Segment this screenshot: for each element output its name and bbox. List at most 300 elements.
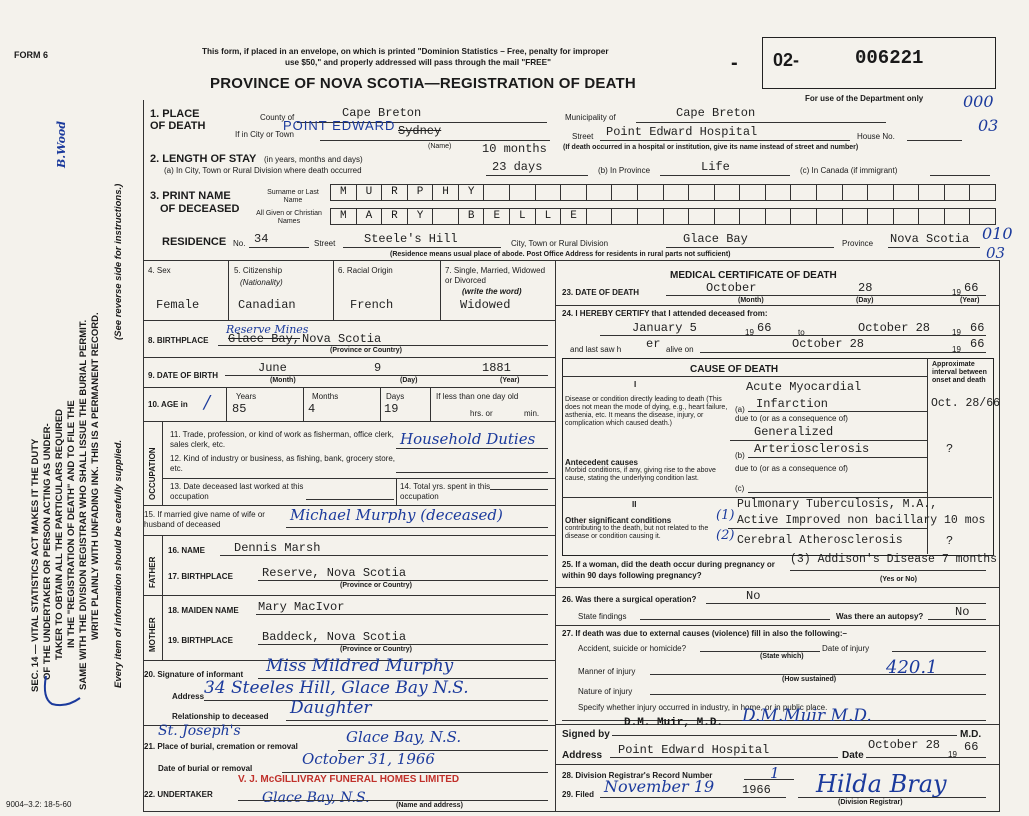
letter-cell[interactable] [970,209,995,224]
age-sep-4 [430,387,431,421]
side-text-3: TAKER TO OBTAIN ALL THE PARTICULARS REQUIRED [54,408,65,660]
burial-date-line [282,772,548,773]
letter-cell[interactable] [843,209,869,224]
row-divider-25 [556,587,999,588]
res-city: Glace Bay [683,232,748,246]
res-code-2: 03 [986,244,1006,262]
father-name-line [220,555,548,556]
occ-14-line [490,489,548,490]
letter-cell[interactable] [484,185,510,200]
stay-label: 2. LENGTH OF STAY [150,153,257,165]
birthplace-struck: Glace Bay, [228,332,301,346]
sex-label: 4. Sex [148,266,171,275]
letter-cell[interactable] [817,209,843,224]
letter-cell[interactable] [664,209,690,224]
certify-to-year: 66 [970,321,985,335]
mail-notice-1: This form, if placed in an envelope, on which is printed "Dominion Statistics – Free, penalty for improper [202,47,609,56]
letter-cell[interactable] [536,185,562,200]
occ-12-label: 12. Kind of industry or business, as fishing, bank, grocery store, etc. [170,454,396,473]
dod-century: 19 [952,288,961,297]
occ-11-line [396,448,548,449]
accident-label: Accident, suicide or homicide? [578,644,687,653]
how-sustained-sub: (How sustained) [782,676,837,683]
registrar-signature: Hilda Bray [816,770,947,798]
side-text-7: Every item of information should be carefully supplied. [113,439,124,688]
mother-sep [162,595,163,660]
city-struck: Sydney [398,124,442,138]
side-initials: B.Wood [55,121,68,168]
given-label: All Given or Christian Names [256,210,322,225]
cause-b-interval: ? [946,442,954,456]
hrs-label: hrs. or [470,409,493,418]
informant-address-line [204,700,548,701]
sex-value: Female [156,298,200,312]
given-names-grid[interactable] [330,208,996,225]
signed-date-line [866,757,986,758]
res-no-line [249,247,309,248]
cause-a-interval: Oct. 28/66 [931,397,1001,410]
letter-cell[interactable] [638,209,664,224]
age-label: 10. AGE in [148,400,188,409]
signed-label: Signed by [562,729,610,740]
res-street: Steele's Hill [364,232,458,246]
dob-year: 1881 [482,361,511,375]
antecedent-label: Antecedent causes [565,458,638,467]
external-label: 27. If death was due to external causes (violence) fill in also the following:– [562,629,847,638]
city-line [320,140,550,141]
stay-desc: (in years, months and days) [264,155,363,164]
municipality-value: Cape Breton [676,106,756,120]
lastsaw-line [700,352,986,353]
occ-sep [162,421,163,505]
marital-value: Widowed [460,298,511,312]
undertaker-line [238,800,548,801]
letter-cell[interactable] [689,209,715,224]
lastsaw-pronoun: er [646,337,661,351]
letter-cell[interactable]: M [331,209,357,224]
citizenship-value: Canadian [238,298,296,312]
accident-line [700,651,820,652]
dob-day: 9 [374,361,382,375]
other-1: Pulmonary Tuberculosis, M.A., [737,498,938,511]
side-text-8: (See reverse side for instructions.) [113,183,124,340]
letter-cell[interactable]: L [510,209,536,224]
findings-line [640,619,830,620]
letter-cell[interactable] [817,185,843,200]
yes-no-sub: (Yes or No) [880,576,917,583]
letter-cell[interactable] [843,185,869,200]
racial-value: French [350,298,394,312]
due-to-label-a: due to (or as a consequence of) [735,414,848,423]
letter-cell[interactable] [612,209,638,224]
letter-cell[interactable] [612,185,638,200]
letter-cell[interactable] [894,209,920,224]
side-text-1: SEC. 14 — VITAL STATISTICS ACT MAKES IT THE DUTY [30,438,41,692]
signed-address-label: Address [562,750,603,761]
part-one: I [634,380,637,389]
cause-b-top-line [730,440,928,441]
surgery-value: No [746,589,761,603]
deceased-label: OF DECEASED [160,203,240,215]
letter-cell[interactable] [791,185,817,200]
place-label-text: 1. PLACE OF DEATH [150,108,206,132]
letter-cell[interactable]: U [357,185,383,200]
cause-a-line [748,411,928,412]
side-text-5: SAME WITH THE DIVISION REGISTRAR WHO SHALL ISSUE THE BURIAL PERMIT. [78,319,89,690]
stay-a-label: (a) In City, Town or Rural Division where death occurred [164,166,362,175]
state-which-sub: (State which) [760,653,804,660]
certify-to: October 28 [858,321,931,335]
certify-line [600,335,986,336]
mother-birthplace-label: 19. BIRTHPLACE [168,636,233,645]
row-divider-26 [556,625,999,626]
column-divider [555,260,556,812]
title-dash: - [731,52,738,74]
birthplace-label: 8. BIRTHPLACE [148,336,209,345]
days-label: Days [386,392,405,401]
father-section-label: FATHER [148,556,157,588]
letter-cell[interactable]: Y [408,209,434,224]
spouse-label: 15. If married give name of wife or husband of deceased [144,510,265,529]
stay-c-label: (c) In Canada (if immigrant) [800,166,898,175]
letter-cell[interactable] [740,209,766,224]
reg-prefix: 02- [773,50,800,70]
age-years: 85 [232,402,247,416]
occ-divider [162,478,555,479]
cause-c-label: (c) [735,484,745,493]
signed-century: 19 [948,750,957,759]
lastsaw-label: and last saw h [570,345,622,354]
other-3: (3) Addison's Disease 7 months [790,553,998,566]
occ-13-line [306,499,394,500]
cause-b-label: (b) [735,451,745,460]
min-label: min. [524,409,540,418]
pregnancy-line [790,570,986,571]
signed-typed: D.M. Muir, M.D. [624,717,724,729]
dob-month: June [258,361,287,375]
letter-cell[interactable]: M [331,185,357,200]
stay-months: 10 months [482,142,547,156]
dod-day: 28 [858,281,873,295]
row-divider-10 [143,421,555,422]
letter-cell[interactable]: A [357,209,383,224]
letter-cell[interactable] [945,209,971,224]
row-divider-father [143,595,555,596]
letter-cell[interactable] [740,185,766,200]
dept-code-2: 03 [978,116,999,135]
place-of-death-label [150,108,212,132]
dob-label: 9. DATE OF BIRTH [148,371,219,380]
alive-label: alive on [666,345,694,354]
form-number: FORM 6 [14,50,49,60]
letter-cell[interactable] [587,209,613,224]
manner-label: Manner of injury [578,667,636,676]
dod-month-sub: (Month) [738,297,764,304]
row-divider-4 [143,320,555,321]
signed-line [612,735,957,736]
side-text-6: WRITE PLAINLY WITH UNFADING INK. THIS IS A PERMANENT RECORD. [90,312,101,640]
age-sep-2 [303,387,304,421]
less-day-label: If less than one day old [436,392,519,401]
name-address-sub: (Name and address) [396,802,463,809]
dod-line [666,295,986,296]
injury-date-line [892,651,986,652]
filed-line [600,797,786,798]
letter-cell[interactable]: H [433,185,459,200]
dept-code-1: 000 [963,92,994,111]
filed-year: 1966 [742,783,771,797]
letter-cell[interactable] [919,209,945,224]
street-value: Point Edward Hospital [606,125,758,139]
res-street-line [343,247,501,248]
other-desc: contributing to the death, but not related to the disease or condition causing it. [565,525,709,540]
letter-cell[interactable] [766,209,792,224]
cause-a-2: Infarction [756,397,829,411]
registrar-record-line [744,779,794,780]
father-birthplace-line [258,580,548,581]
stay-b-line [660,175,790,176]
age-checkmark: / [204,392,211,413]
name-sublabel: (Name) [428,143,452,150]
mother-sub: (Province or Country) [340,646,412,653]
occ-13-sep [396,478,397,505]
other-label: Other significant conditions [565,516,672,525]
cause-a-label: (a) [735,405,745,414]
letter-cell[interactable] [689,185,715,200]
part-two: II [632,500,637,509]
father-birthplace-label: 17. BIRTHPLACE [168,572,233,581]
res-street-label: Street [314,239,336,248]
surname-grid[interactable] [330,184,996,201]
res-code: 010 [982,224,1013,243]
occ-11-label: 11. Trade, profession, or kind of work as fisherman, office clerk, sales clerk, etc. [170,430,394,449]
row-divider-9 [143,387,555,388]
birthplace-line [218,345,548,346]
nature-label: Nature of injury [578,687,633,696]
signed-date: October 28 [868,738,941,752]
undertaker-stamp: V. J. McGILLIVRAY FUNERAL HOMES LIMITED [238,774,460,785]
other-num-2: (2) [716,528,735,543]
autopsy-label: Was there an autopsy? [836,612,924,621]
cause-title: CAUSE OF DEATH [690,364,779,375]
age-sep-1 [226,387,227,421]
municipality-label: Municipality of [565,113,616,122]
birthplace-handwritten: Reserve Mines [226,323,309,336]
cause-title-line [562,376,928,377]
burial-date: October 31, 1966 [302,750,435,768]
signed-year: 66 [964,740,979,754]
letter-cell[interactable] [868,185,894,200]
letter-cell[interactable] [868,209,894,224]
dod-day-sub: (Day) [856,297,874,304]
cause-b-line [748,457,928,458]
burial-place-label: 21. Place of burial, cremation or removal [144,742,298,751]
spouse-value: Michael Murphy (deceased) [290,506,503,524]
disease-label: Disease or condition directly leading to death (This does not mean the mode of dying, e.g., heart failure, asthenia, etc. It means the disease, injury, or complication which caused death.) [565,396,728,427]
street-label: Street [572,132,594,141]
autopsy-line [928,619,986,620]
dod-month: October [706,281,757,295]
informant-signature: Miss Mildred Murphy [266,656,454,676]
antecedent-desc: Morbid conditions, if any, giving rise to the above cause, stating the underlying condition last. [565,467,716,482]
letter-cell[interactable] [664,185,690,200]
birthplace-value: Nova Scotia [302,332,382,346]
signed-signature: D.M.Muir M.D. [742,706,872,726]
cause-c-line [748,492,928,493]
mail-notice-2: use $50," and properly addressed will pass through the mail "FREE" [285,58,551,67]
to-century: 19 [952,328,961,337]
father-name-label: 16. NAME [168,546,205,555]
relationship-value: Daughter [290,698,372,718]
relationship-label: Relationship to deceased [172,712,269,721]
years-label: Years [236,392,257,401]
registrar-sig-line [798,797,986,798]
lastsaw-date: October 28 [792,337,865,351]
spouse-line [286,527,548,528]
letter-cell[interactable]: Y [459,185,485,200]
form-title: PROVINCE OF NOVA SCOTIA—REGISTRATION OF DEATH [210,75,636,92]
res-no-label: No. [233,239,246,248]
marital-sub: (write the word) [462,287,522,296]
res-city-line [666,247,834,248]
lastsaw-century: 19 [952,345,961,354]
racial-label: 6. Racial Origin [338,266,393,275]
informant-address-label: Address [172,692,205,701]
letter-cell[interactable]: P [408,185,434,200]
mother-birthplace: Baddeck, Nova Scotia [262,630,407,644]
other-num-1: (1) [716,508,735,523]
municipality-line [636,122,886,123]
letter-cell[interactable] [587,185,613,200]
dod-year-sub: (Year) [960,297,980,304]
informant-address: 34 Steeles Hill, Glace Bay N.S. [204,678,469,698]
father-birthplace: Reserve, Nova Scotia [262,566,407,580]
cause-a-1: Acute Myocardial [746,380,862,394]
form-code: 9004–3.2: 18-5-60 [6,800,72,809]
print-name-label: 3. PRINT NAME [150,190,231,202]
letter-cell[interactable] [561,185,587,200]
letter-cell[interactable] [433,209,459,224]
mother-maiden-line [256,614,548,615]
residence-label: RESIDENCE [162,236,227,248]
letter-cell[interactable] [791,209,817,224]
sep-4 [228,260,229,320]
stay-b-label: (b) In Province [598,166,651,175]
occ-13-label: 13. Date deceased last worked at this occupation [170,482,304,501]
autopsy-value: No [955,605,970,619]
injury-date-label: Date of injury [822,644,870,653]
burial-date-label: Date of burial or removal [158,764,253,773]
dob-year-sub: (Year) [500,377,520,384]
state-findings-label: State findings [578,612,627,621]
frame-bottom [143,811,1000,812]
stay-c-line [930,175,990,176]
letter-cell[interactable] [715,209,741,224]
burial-place-hw: St. Joseph's [158,723,241,739]
county-value: Cape Breton [342,106,422,120]
letter-cell[interactable]: R [382,185,408,200]
letter-cell[interactable]: L [536,209,562,224]
city-value: POINT EDWARD [283,118,396,133]
row-divider-23 [556,305,999,306]
row-divider-8 [143,357,555,358]
letter-cell[interactable]: B [459,209,485,224]
father-name: Dennis Marsh [234,541,321,555]
other-2: Cerebral Atherosclerosis [737,534,903,547]
mother-maiden-label: 18. MAIDEN NAME [168,606,239,615]
filed-label: 29. Filed [562,790,595,799]
letter-cell[interactable] [945,185,971,200]
letter-cell[interactable]: E [484,209,510,224]
other-1-line [728,528,928,529]
occ-11-value: Household Duties [400,430,536,448]
row-divider-15 [143,535,555,536]
citizenship-label: 5. Citizenship [234,266,283,275]
letter-cell[interactable]: E [561,209,587,224]
city-label: If in City or Town [235,130,294,139]
due-to-label-b: due to (or as a consequence of) [735,464,848,473]
registrar-sub: (Division Registrar) [838,799,903,806]
letter-cell[interactable] [638,185,664,200]
res-province-label: Province [842,239,874,248]
father-sep [162,535,163,595]
letter-cell[interactable] [766,185,792,200]
father-sub: (Province or Country) [340,582,412,589]
dod-label: 23. DATE OF DEATH [562,288,640,297]
hospital-note: (If death occurred in a hospital or institution, give its name instead of street and number) [563,144,859,151]
reg-number: 006221 [855,47,924,69]
residence-note: (Residence means usual place of abode. Post Office Address for residents in rural parts not sufficient) [390,251,731,258]
from-century: 19 [745,328,754,337]
letter-cell[interactable] [970,185,995,200]
age-sep-3 [380,387,381,421]
letter-cell[interactable] [919,185,945,200]
nature-line [650,694,986,695]
letter-cell[interactable] [715,185,741,200]
signed-address-line [610,757,838,758]
occ-12-line [396,472,548,473]
registrar-record-label: 28. Division Registrar's Record Number [562,771,713,780]
letter-cell[interactable]: R [382,209,408,224]
res-province-line [888,247,980,248]
surgery-label: 26. Was there a surgical operation? [562,595,697,604]
informant-sig-label: 20. Signature of informant [144,670,244,679]
burial-place-2: Glace Bay, N.S. [346,728,462,746]
filed-date: November 19 [604,777,715,796]
undertaker-label: 22. UNDERTAKER [144,790,213,799]
county-label: County of [260,113,295,122]
sep-5 [333,260,334,320]
other-2-interval: ? [946,534,954,548]
stay-a-line [486,175,588,176]
surname-label: Surname or Last Name [267,189,319,204]
res-no: 34 [254,232,269,246]
dept-use-label: For use of the Department only [805,94,924,103]
house-label: House No. [857,132,895,141]
house-line [907,140,962,141]
months-label: Months [312,392,339,401]
age-months: 4 [308,402,316,416]
letter-cell[interactable] [894,185,920,200]
stay-b-value: Life [701,160,730,174]
marital-label: 7. Single, Married, Widowed or Divorced [445,266,546,285]
dob-line [225,375,548,376]
letter-cell[interactable] [510,185,536,200]
specify-label: Specify whether injury occurred in industry, in home, or in public place. [578,703,828,712]
side-text-2: OF THE UNDERTAKER OR PERSON ACTING AS UNDER- [42,423,53,680]
sep-6 [440,260,441,320]
registrar-record-no: 1 [770,764,780,782]
